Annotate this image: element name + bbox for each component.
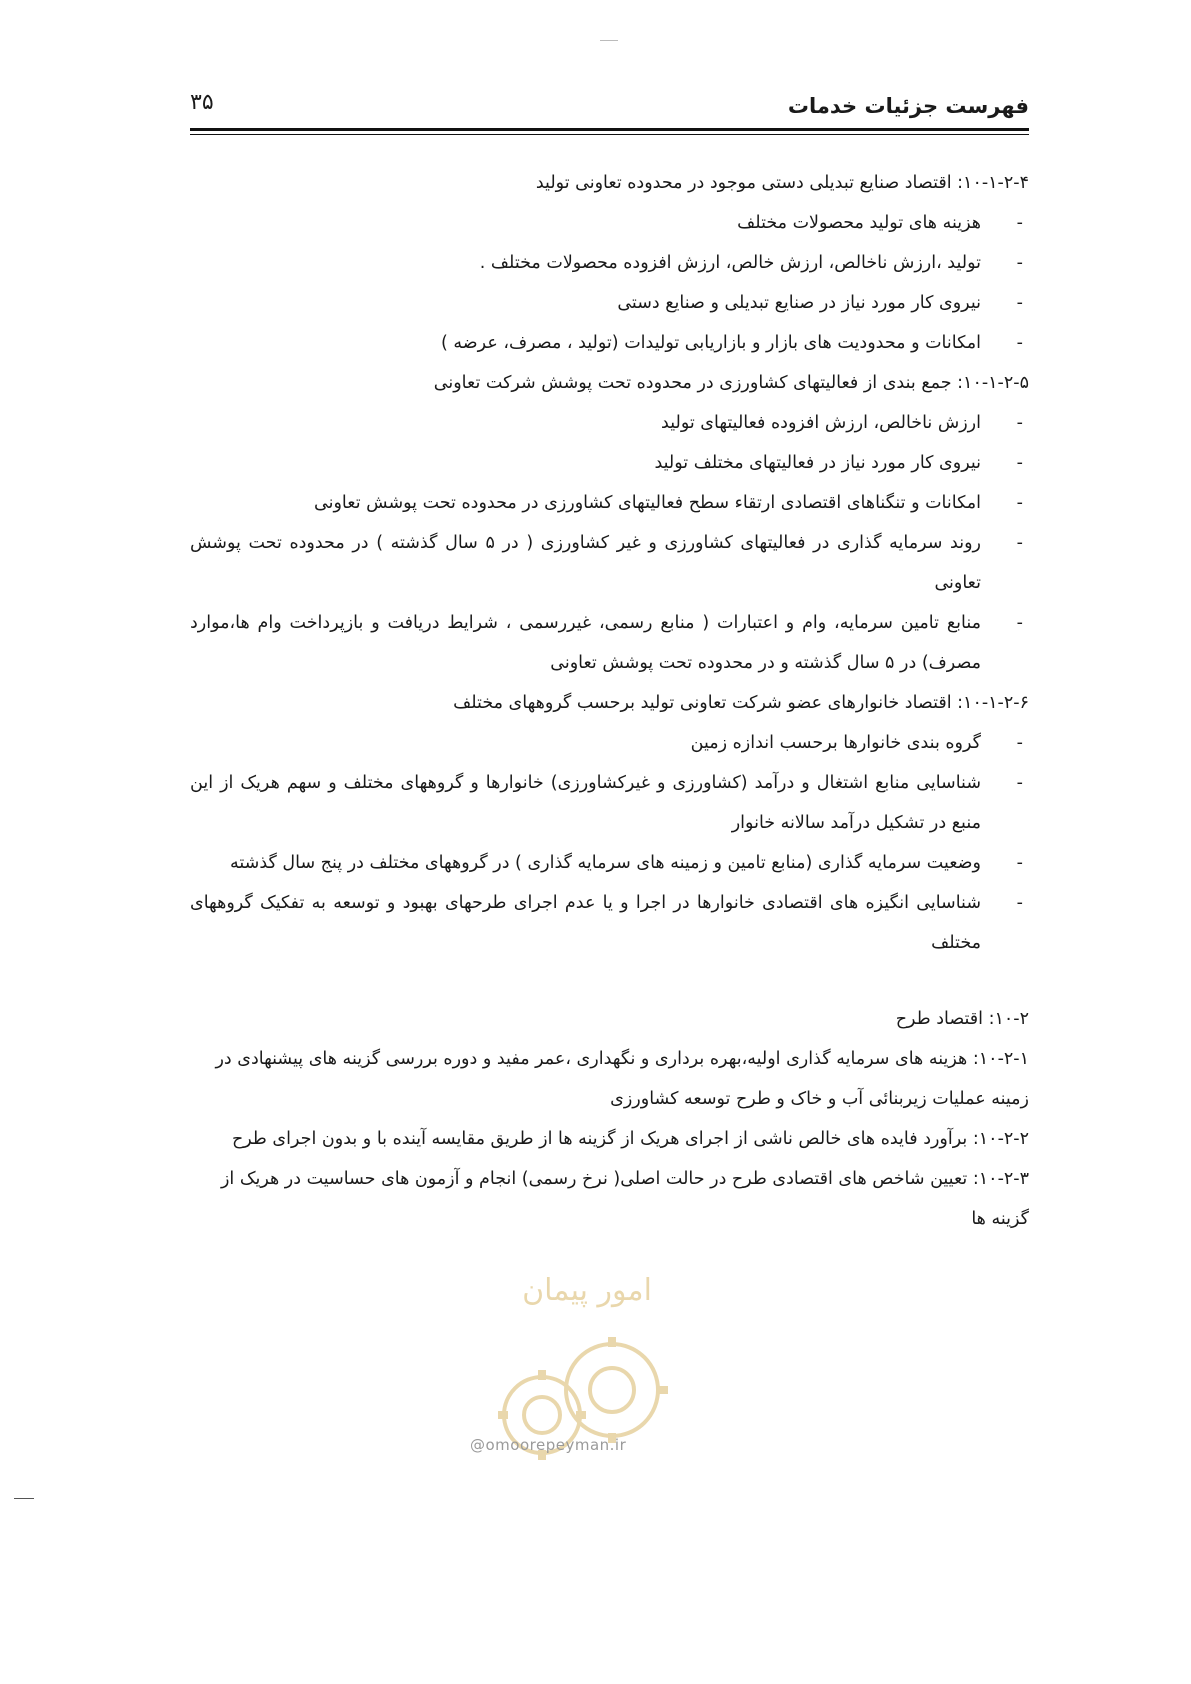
subsection-item [190, 1119, 1029, 1159]
subsection-label: ۱۰-۲-۳: [972, 1169, 1029, 1189]
list-item: - نیروی کار مورد نیاز در فعالیتهای مختلف تولید [190, 443, 1029, 483]
subsection-4 [190, 163, 1029, 363]
gear-hub-icon [590, 1368, 634, 1412]
subsection-label: ۱۰-۲-۲: [972, 1129, 1029, 1149]
list-item: - تولید ،ارزش ناخالص، ارزش خالص، ارزش افزوده محصولات مختلف . [190, 243, 1029, 283]
bullet-dash: - [1016, 413, 1023, 433]
page-title: فهرست جزئیات خدمات [787, 94, 1029, 118]
subsection-text: هزینه های سرمایه گذاری اولیه،بهره برداری و نگهداری ،عمر مفید و دوره بررسی گزینه های پیشنهادی در زمینه عملیات زیربنائی آب و خاک و طرح توسعه کشاورزی [215, 1049, 1029, 1109]
list-item: - امکانات و تنگناهای اقتصادی ارتقاء سطح فعالیتهای کشاورزی در محدوده تحت پوشش تعاونی [190, 483, 1029, 523]
scan-edge-mark [14, 1498, 34, 1499]
bullet-dash: - [1016, 493, 1023, 513]
header-rule [190, 128, 1029, 131]
list-item: - امکانات و محدودیت های بازار و بازاریابی تولیدات (تولید ، مصرف، عرضه ) [190, 323, 1029, 363]
bullet-dash: - [1016, 213, 1023, 233]
section-heading: ۱۰-۲: اقتصاد طرح [895, 1009, 1029, 1029]
spacer [190, 963, 1029, 999]
section-10-2 [190, 999, 1029, 1239]
bullet-dash: - [1016, 453, 1023, 473]
header-rule-thin [190, 134, 1029, 135]
watermark-logo-text: امور پیمان [522, 1273, 652, 1308]
subsection-5 [190, 363, 1029, 683]
watermark-url: @omoorepeyman.ir [470, 1436, 627, 1454]
bullet-dash: - [1016, 773, 1023, 793]
list-item: - شناسایی منابع اشتغال و درآمد (کشاورزی و غیرکشاورزی) خانوارها و گروههای مختلف و سهم هریک از این منبع در تشکیل درآمد سالانه خانوار [190, 763, 1029, 843]
list-item: - منابع تامین سرمایه، وام و اعتبارات ( منابع رسمی، غیررسمی ، شرایط دریافت و بازپرداخت وام ها،موارد مصرف) در ۵ سال گذشته و در محدوده تحت پوشش تعاونی [190, 603, 1029, 683]
list-item: - ارزش ناخالص، ارزش افزوده فعالیتهای تولید [190, 403, 1029, 443]
subsection-item [190, 1039, 1029, 1119]
bullet-list [190, 403, 1029, 683]
bullet-list [190, 203, 1029, 363]
bullet-dash: - [1016, 253, 1023, 273]
subsection-heading: ۱۰-۱-۲-۴: اقتصاد صنایع تبدیلی دستی موجود در محدوده تعاونی تولید [535, 173, 1029, 193]
document-body [190, 163, 1029, 1239]
list-item: - شناسایی انگیزه های اقتصادی خانوارها در اجرا و یا عدم اجرای طرحهای بهبود و توسعه به تفکیک گروههای مختلف [190, 883, 1029, 963]
subsection-heading: ۱۰-۱-۲-۶: اقتصاد خانوارهای عضو شرکت تعاونی تولید برحسب گروههای مختلف [453, 693, 1029, 713]
subsection-item [190, 1159, 1029, 1239]
bullet-dash: - [1016, 533, 1023, 553]
subsection-heading: ۱۰-۱-۲-۵: جمع بندی از فعالیتهای کشاورزی در محدوده تحت پوشش شرکت تعاونی [433, 373, 1029, 393]
bullet-dash: - [1016, 293, 1023, 313]
bullet-dash: - [1016, 853, 1023, 873]
subsection-text: تعیین شاخص های اقتصادی طرح در حالت اصلی( نرخ رسمی) انجام و آزمون های حساسیت در هریک از گزینه ها [220, 1169, 1029, 1229]
list-item: - نیروی کار مورد نیاز در صنایع تبدیلی و صنایع دستی [190, 283, 1029, 323]
subsection-6 [190, 683, 1029, 963]
bullet-dash: - [1016, 333, 1023, 353]
bullet-dash: - [1016, 613, 1023, 633]
list-item: - روند سرمایه گذاری در فعالیتهای کشاورزی و غیر کشاورزی ( در ۵ سال گذشته ) در محدوده تحت پوشش تعاونی [190, 523, 1029, 603]
gear-hub-icon [524, 1397, 560, 1433]
subsection-label: ۱۰-۲-۱: [972, 1049, 1029, 1069]
bullet-dash: - [1016, 893, 1023, 913]
bullet-dash: - [1016, 733, 1023, 753]
page-number: ۳۵ [190, 90, 214, 115]
list-item: - وضعیت سرمایه گذاری (منابع تامین و زمینه های سرمایه گذاری ) در گروههای مختلف در پنج سال گذشته [190, 843, 1029, 883]
list-item: - هزینه های تولید محصولات مختلف [190, 203, 1029, 243]
gear-icon [566, 1344, 658, 1436]
scan-mark [600, 40, 618, 41]
subsection-text: برآورد فایده های خالص ناشی از اجرای هریک از گزینه ها از طریق مقایسه آینده با و بدون اجرای طرح [231, 1129, 968, 1149]
page-header [190, 88, 1029, 128]
list-item: - گروه بندی خانوارها برحسب اندازه زمین [190, 723, 1029, 763]
bullet-list [190, 723, 1029, 963]
